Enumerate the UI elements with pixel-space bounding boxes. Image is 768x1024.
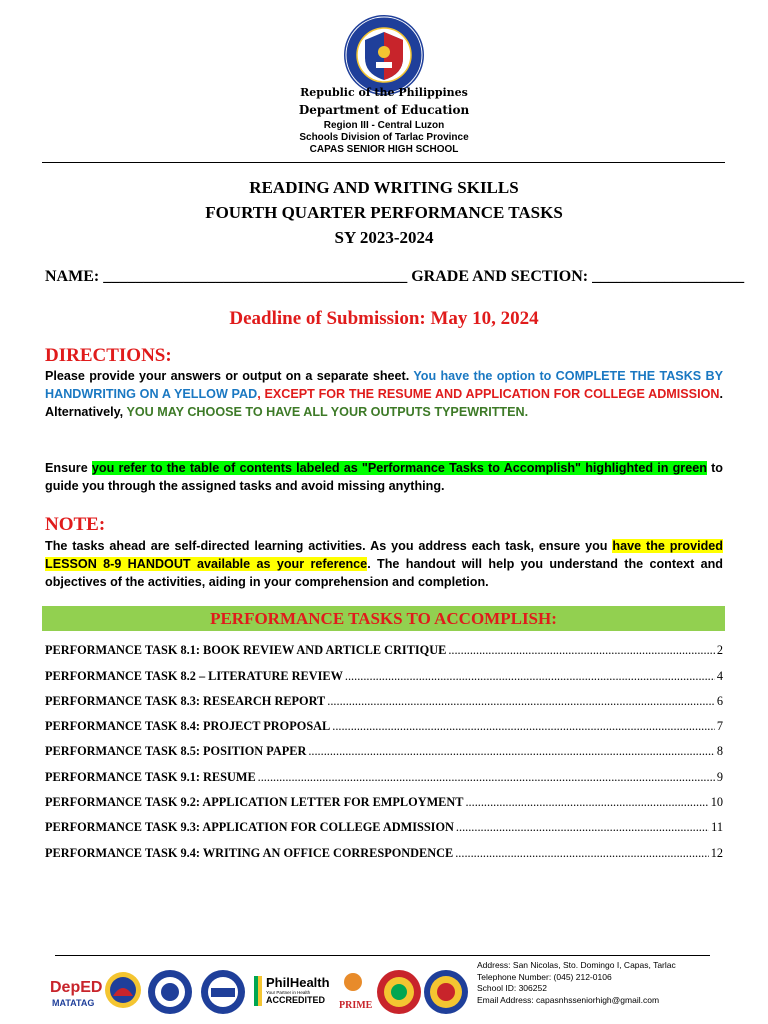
name-blank: ______________________________________ [103,268,408,285]
note-heading: NOTE: [45,514,106,535]
accredited-wordmark: ACCREDITED [266,995,326,1005]
toc-item[interactable]: PERFORMANCE TASK 8.2 – LITERATURE REVIEW ..... 4 [45,658,723,683]
title-subject: READING AND WRITING SKILLS [249,178,519,197]
footer-telephone: Telephone Number: (045) 212-0106 [477,971,612,982]
header-region: Region III - Central Luzon [323,120,445,131]
directions-paragraph-1 [45,367,723,421]
matatag-wordmark: MATATAG [52,998,95,1008]
directions-text-a: Please provide your answers or output on a separate sheet. [45,369,414,383]
footer-school-id: School ID: 306252 [477,983,547,993]
footer-email[interactable]: Email Address: capasnhsseniorhigh@gmail.com [477,994,660,1005]
prime-wordmark: PRIME [339,1000,373,1011]
dsi-certification-logo [148,970,192,1014]
footer-divider [55,955,710,956]
philhealth-tagline: Your Partner in Health [266,990,311,995]
footer-logos [48,962,468,1020]
directions-text-except: , EXCEPT FOR THE RESUME AND APPLICATION FOR COLLEGE ADMISSION [257,387,720,401]
handout-highlight: have the provided LESSON 8-9 HANDOUT available as your reference [45,539,723,571]
title-school-year: SY 2023-2024 [334,228,434,247]
deped-matatag-logo [50,979,102,1008]
toc-reference-highlight: you refer to the table of contents labeled as "Performance Tasks to Accomplish" highlighted in green [91,461,707,475]
name-label: NAME: [45,268,100,285]
philhealth-accredited-logo [254,975,330,1006]
toc-item[interactable]: PERFORMANCE TASK 9.2: APPLICATION LETTER FOR EMPLOYMENT ..... 10 [45,785,723,810]
tasks-heading-banner: PERFORMANCE TASKS TO ACCOMPLISH: [42,606,725,631]
capas-shs-seal-logo [424,970,468,1014]
header-country: Republic of the Philippines [300,86,468,99]
toc-item[interactable]: PERFORMANCE TASK 9.1: RESUME ..... 9 [45,759,723,784]
grade-label: GRADE AND SECTION: [411,268,589,285]
footer-contact-info [477,960,676,1006]
header-department: Department of Education [298,103,470,117]
directions-paragraph-2 [45,459,723,495]
toc-item[interactable]: PERFORMANCE TASK 8.3: RESEARCH REPORT ..... 6 [45,684,723,709]
toc-item[interactable]: PERFORMANCE TASK 9.3: APPLICATION FOR COLLEGE ADMISSION ..... 11 [45,810,723,835]
name-grade-fields [45,268,745,286]
note-text-c: . The handout will help you understand the context and objectives of the activities, aiding in your comprehension and completion. [45,557,723,589]
deadline: Deadline of Submission: May 10, 2024 [229,308,539,329]
note-text-a: The tasks ahead are self-directed learning activities. As you address each task, ensure you [45,539,613,553]
footer-address: Address: San Nicolas, Sto. Domingo I, Capas, Tarlac [477,960,676,970]
ensure-text: Ensure [45,461,92,475]
iqnet-certification-logo [201,970,245,1014]
toc-item[interactable]: PERFORMANCE TASK 8.1: BOOK REVIEW AND ARTICLE CRITIQUE ..... 2 [45,633,723,658]
division-seal-logo [377,970,421,1014]
title-quarter: FOURTH QUARTER PERFORMANCE TASKS [205,203,563,222]
directions-text-typewritten: YOU MAY CHOOSE TO HAVE ALL YOUR OUTPUTS TYPEWRITTEN. [126,405,529,419]
deped-seal-logo [343,14,425,96]
grade-blank: ___________________ [592,268,745,285]
ensure-text-end: to guide you through the assigned tasks and avoid missing anything. [45,461,723,493]
directions-text-alternatively: . Alternatively, [45,387,723,419]
note-paragraph [45,537,723,591]
header-school: CAPAS SENIOR HIGH SCHOOL [309,144,459,155]
deped-wordmark: DepED [50,979,103,996]
tasks-table-of-contents [45,633,723,861]
header-division: Schools Division of Tarlac Province [299,132,469,143]
toc-item[interactable]: PERFORMANCE TASK 8.5: POSITION PAPER ..... 8 [45,734,723,759]
toc-item[interactable]: PERFORMANCE TASK 8.4: PROJECT PROPOSAL ..... 7 [45,709,723,734]
directions-text-handwriting: You have the option to COMPLETE THE TASKS BY HANDWRITING ON A YELLOW PAD [45,369,723,401]
philhealth-wordmark: PhilHealth [266,975,330,990]
bagong-pilipinas-logo [105,972,141,1008]
header-divider [42,162,725,163]
toc-item[interactable]: PERFORMANCE TASK 9.4: WRITING AN OFFICE CORRESPONDENCE ..... 12 [45,835,723,860]
directions-heading: DIRECTIONS: [45,345,172,366]
prime-bronze-logo [339,973,373,1011]
